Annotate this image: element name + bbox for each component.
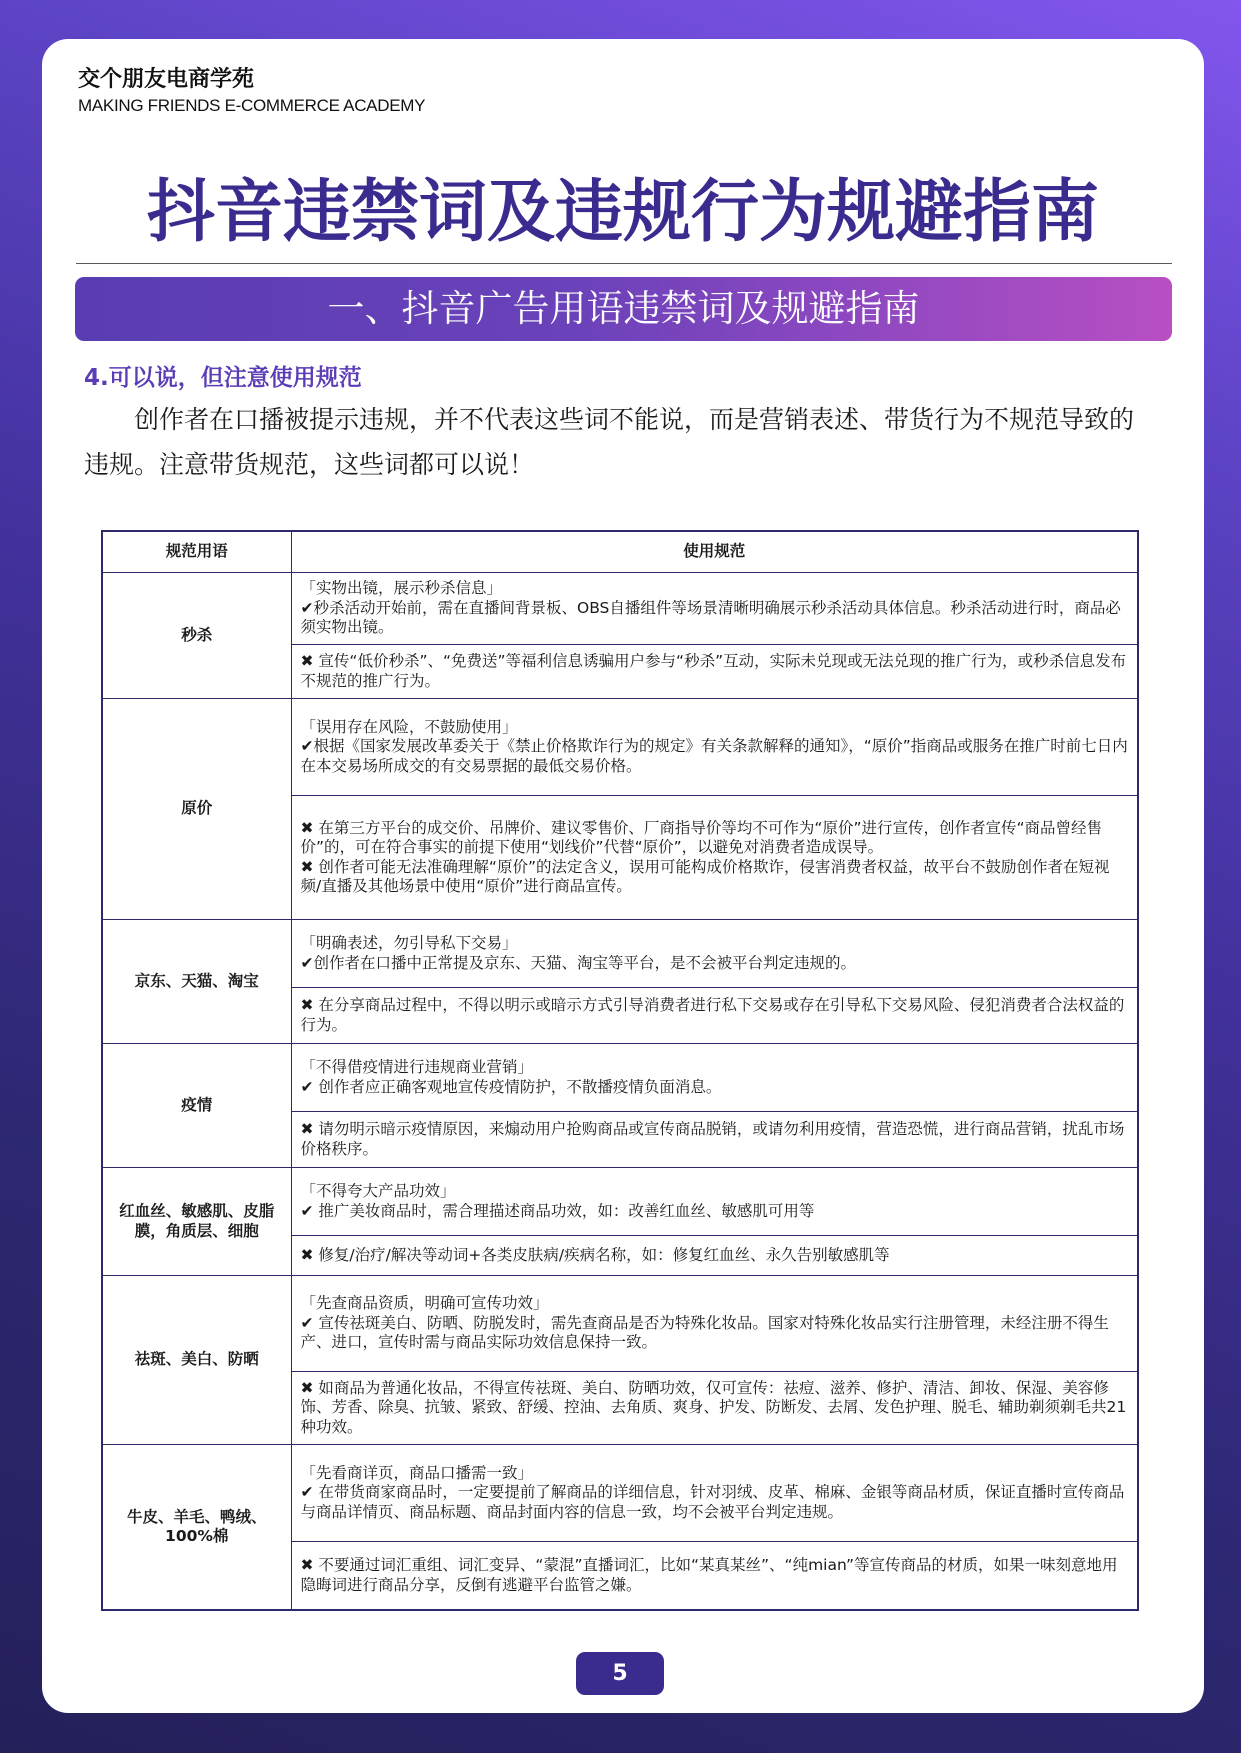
rule-row <box>102 1445 1138 1542</box>
rule-row <box>102 573 1138 645</box>
rule-prohibited-text: ✖ 如商品为普通化妆品，不得宣传祛斑、美白、防晒功效，仅可宣传：祛痘、滋养、修护、清洁、卸妆、保湿、美容修饰、芳香、除臭、抗皱、紧致、舒缓、控油、去角质、爽身、护发、防断发、去屑、发色护理、脱毛、辅助剃须剃毛共21种功效。 <box>300 1378 1127 1436</box>
rule-prohibited-text: ✖ 在分享商品过程中，不得以明示或暗示方式引导消费者进行私下交易或存在引导私下交易风险、侵犯消费者合法权益的行为。 <box>300 996 1125 1034</box>
section-banner: 一、抖音广告用语违禁词及规避指南 <box>75 277 1172 341</box>
rule-prohibited-cell <box>291 1542 1138 1611</box>
rule-row <box>102 699 1138 796</box>
rule-allowed-cell <box>291 1168 1138 1236</box>
page-number-badge: 5 <box>576 1652 664 1695</box>
rule-allowed-cell <box>291 920 1138 988</box>
rule-term: 红血丝、敏感肌、皮脂膜，角质层、细胞 <box>102 1168 291 1276</box>
rule-allowed-text: ✔秒杀活动开始前，需在直播间背景板、OBS自播组件等场景清晰明确展示秒杀活动具体信息。秒杀活动进行时，商品必须实物出镜。 <box>300 598 1121 637</box>
rule-allowed-heading: 「明确表述，勿引导私下交易」 <box>300 934 518 952</box>
header-term: 规范用语 <box>102 531 291 573</box>
rule-allowed-heading: 「不得夸大产品功效」 <box>300 1182 456 1200</box>
rule-term: 京东、天猫、淘宝 <box>102 920 291 1044</box>
rule-row <box>102 1044 1138 1112</box>
rule-allowed-text: ✔ 宣传祛斑美白、防晒、防脱发时，需先查商品是否为特殊化妆品。国家对特殊化妆品实行注册管理，未经注册不得生产、进口，宣传时需与商品实际功效信息保持一致。 <box>300 1313 1109 1352</box>
rule-prohibited-text: ✖ 宣传“低价秒杀”、“免费送”等福利信息诱骗用户参与“秒杀”互动，实际未兑现或无法兑现的推广行为，或秒杀信息发布不规范的推广行为。 <box>300 652 1127 690</box>
rule-allowed-text: ✔创作者在口播中正常提及京东、天猫、淘宝等平台，是不会被平台判定违规的。 <box>300 953 856 972</box>
rule-prohibited-cell <box>291 1236 1138 1276</box>
rule-prohibited-text: ✖ 创作者可能无法准确理解“原价”的法定含义，误用可能构成价格欺诈，侵害消费者权益，故平台不鼓励创作者在短视频/直播及其他场景中使用“原价”进行商品宣传。 <box>300 857 1110 895</box>
rule-prohibited-text: ✖ 不要通过词汇重组、词汇变异、“蒙混”直播词汇，比如“某真某丝”、“纯mian”等宣传商品的材质，如果一味刻意地用隐晦词进行商品分享，反倒有逃避平台监管之嫌。 <box>300 1556 1118 1594</box>
rule-row <box>102 920 1138 988</box>
rule-allowed-heading: 「实物出镜，展示秒杀信息」 <box>300 579 503 598</box>
header-usage: 使用规范 <box>291 531 1138 573</box>
rule-allowed-heading: 「先看商详页，商品口播需一致」 <box>300 1463 534 1482</box>
rule-allowed-text: ✔ 创作者应正确客观地宣传疫情防护，不散播疫情负面消息。 <box>300 1077 722 1096</box>
rule-allowed-text: ✔ 在带货商家商品时，一定要提前了解商品的详细信息，针对羽绒、皮革、棉麻、金银等商品材质，保证直播时宣传商品与商品详情页、商品标题、商品封面内容的信息一致，均不会被平台判定违规。 <box>300 1483 1125 1521</box>
rule-allowed-text: ✔根据《国家发展改革委关于《禁止价格欺诈行为的规定》有关条款解释的通知》，“原价”指商品或服务在推广时前七日内在本交易场所成交的有交易票据的最低交易价格。 <box>300 737 1128 775</box>
rule-row <box>102 1276 1138 1372</box>
rule-allowed-text: ✔ 推广美妆商品时，需合理描述商品功效，如：改善红血丝、敏感肌可用等 <box>300 1201 815 1220</box>
rule-term: 祛斑、美白、防晒 <box>102 1276 291 1445</box>
table-header-row <box>102 531 1138 573</box>
rule-prohibited-cell <box>291 1372 1138 1445</box>
rule-prohibited-text: ✖ 在第三方平台的成交价、吊牌价、建议零售价、厂商指导价等均不可作为“原价”进行宣传，创作者宣传“商品曾经售价”的，可在符合事实的前提下使用“划线价”代替“原价”，以避免对消费者造成误导。 <box>300 818 1103 856</box>
rule-prohibited-cell <box>291 645 1138 699</box>
intro-paragraph: 创作者在口播被提示违规，并不代表这些词不能说，而是营销表述、带货行为不规范导致的违规。注意带货规范，这些词都可以说！ <box>84 405 1135 479</box>
rule-prohibited-text: ✖ 修复/治疗/解决等动词+各类皮肤病/疾病名称，如：修复红血丝、永久告别敏感肌等 <box>300 1245 890 1264</box>
rule-prohibited-cell <box>291 796 1138 920</box>
rule-allowed-heading: 「先查商品资质，明确可宣传功效」 <box>300 1294 549 1313</box>
brand-name-cn: 交个朋友电商学苑 <box>78 67 255 92</box>
rule-allowed-cell <box>291 1044 1138 1112</box>
rule-term: 疫情 <box>102 1044 291 1168</box>
rule-allowed-cell <box>291 573 1138 645</box>
rule-term: 秒杀 <box>102 573 291 699</box>
rule-allowed-cell <box>291 699 1138 796</box>
rule-term: 原价 <box>102 699 291 920</box>
rule-prohibited-cell <box>291 988 1138 1044</box>
rule-allowed-cell <box>291 1276 1138 1372</box>
page-title: 抖音违禁词及违规行为规避指南 <box>146 173 1099 252</box>
rule-allowed-cell <box>291 1445 1138 1542</box>
page-card <box>42 39 1204 1713</box>
rule-prohibited-cell <box>291 1112 1138 1168</box>
section-subheading: 4.可以说，但注意使用规范 <box>84 365 362 391</box>
title-divider <box>76 263 1172 264</box>
rule-term: 牛皮、羊毛、鸭绒、100%棉 <box>102 1445 291 1611</box>
rule-allowed-heading: 「不得借疫情进行违规商业营销」 <box>300 1058 534 1076</box>
brand-name-en: MAKING FRIENDS E-COMMERCE ACADEMY <box>78 96 426 115</box>
rule-row <box>102 1168 1138 1236</box>
rule-prohibited-text: ✖ 请勿明示暗示疫情原因，来煽动用户抢购商品或宣传商品脱销，或请勿利用疫情，营造恐慌，进行商品营销，扰乱市场价格秩序。 <box>300 1120 1125 1158</box>
rule-allowed-heading: 「误用存在风险，不鼓励使用」 <box>300 717 518 736</box>
rules-table <box>101 530 1139 1611</box>
